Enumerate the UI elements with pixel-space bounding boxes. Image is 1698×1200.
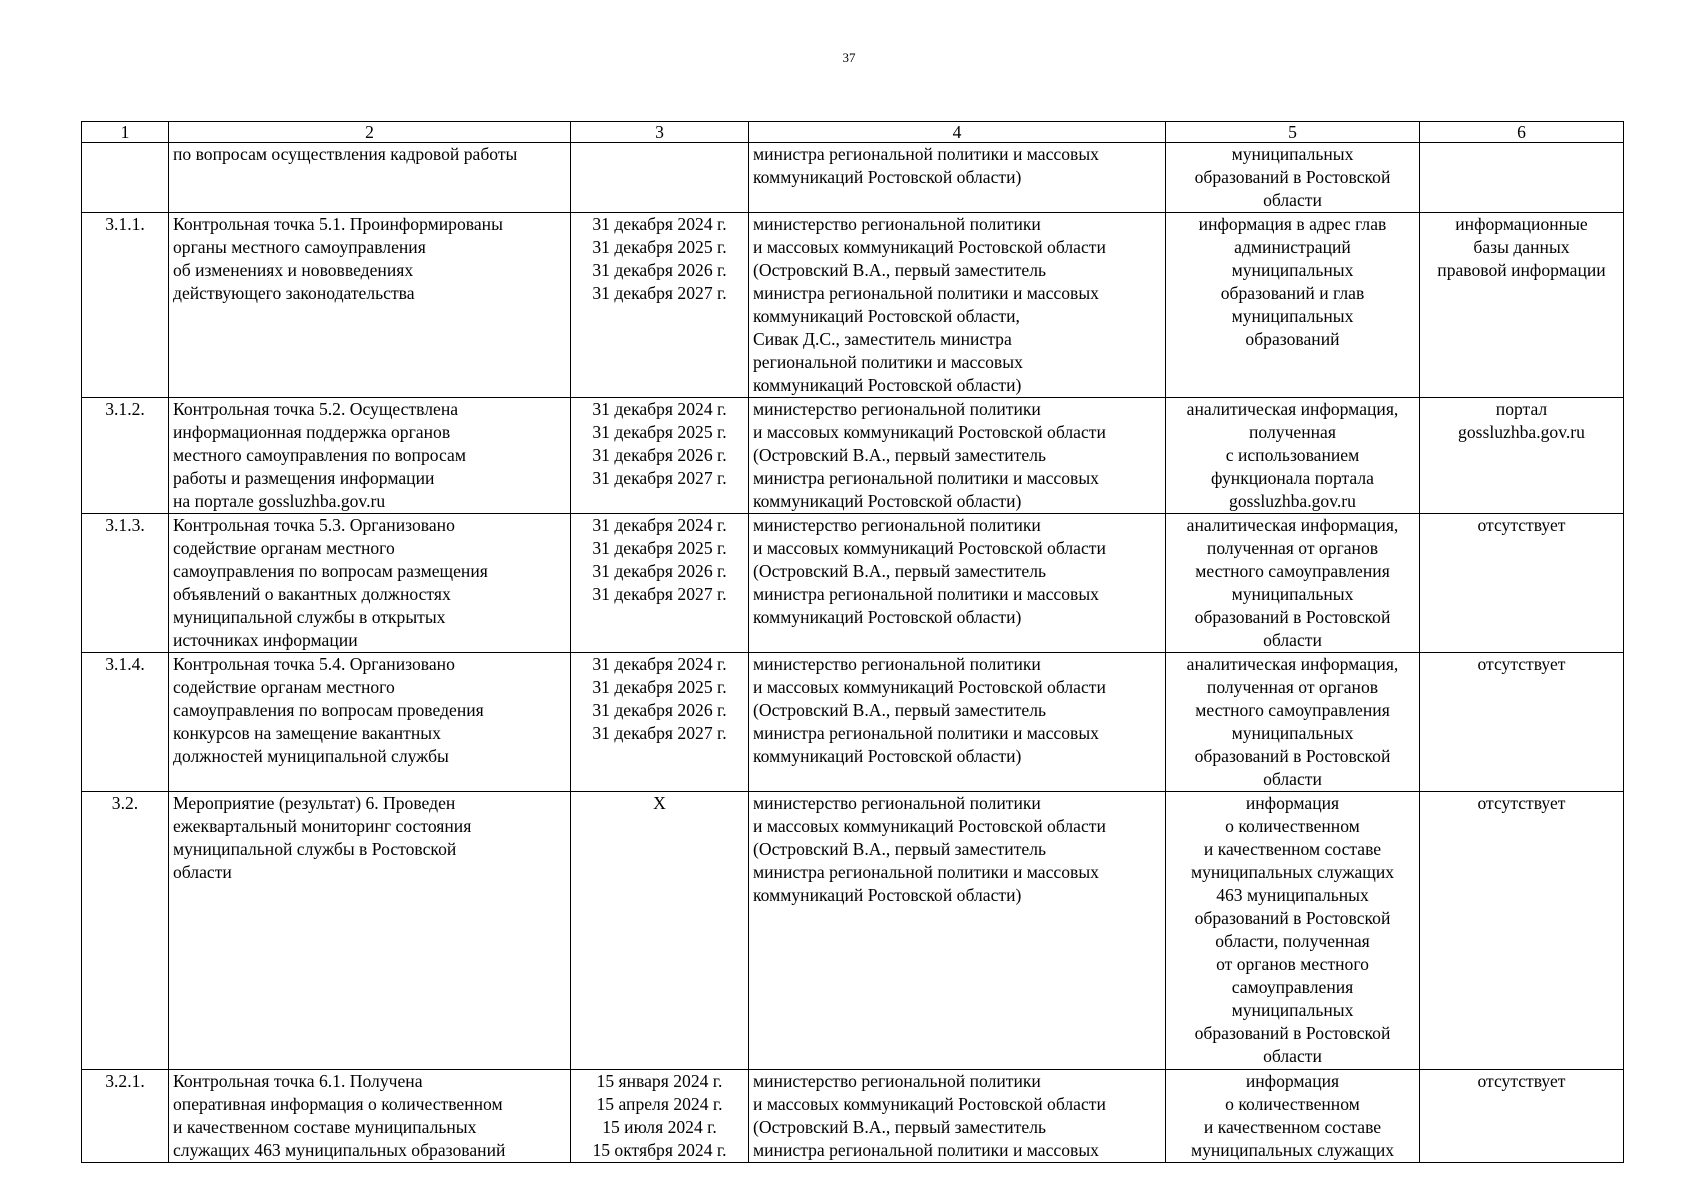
row-title: Контрольная точка 5.2. Осуществлена информационная поддержка органов местного самоуправления по вопросам работы и размещения информации на портале gossluzhba.gov.ru [169,398,571,514]
table-row [82,1070,1624,1163]
row-system: информационные базы данных правовой информации [1420,213,1624,398]
column-header: 1 [82,122,169,143]
row-dates: 31 декабря 2024 г. 31 декабря 2025 г. 31 декабря 2026 г. 31 декабря 2027 г. [571,213,749,398]
table-row [82,213,1624,398]
row-document: информация о количественном и качественном составе муниципальных служащих [1166,1070,1420,1163]
row-dates: 31 декабря 2024 г. 31 декабря 2025 г. 31 декабря 2026 г. 31 декабря 2027 г. [571,653,749,792]
control-points-table [81,121,1624,1163]
row-dates [571,143,749,213]
column-header: 5 [1166,122,1420,143]
row-dates: 15 января 2024 г. 15 апреля 2024 г. 15 июля 2024 г. 15 октября 2024 г. [571,1070,749,1163]
row-number: 3.1.4. [82,653,169,792]
page-number: 37 [842,50,856,65]
row-title: Контрольная точка 5.3. Организовано содействие органам местного самоуправления по вопросам размещения объявлений о вакантных должностях муниципальной службы в открытых источниках информации [169,514,571,653]
row-dates: X [571,792,749,1070]
row-dates: 31 декабря 2024 г. 31 декабря 2025 г. 31 декабря 2026 г. 31 декабря 2027 г. [571,398,749,514]
row-system: портал gossluzhba.gov.ru [1420,398,1624,514]
column-header: 6 [1420,122,1624,143]
row-title: Мероприятие (результат) 6. Проведен ежеквартальный мониторинг состояния муниципальной службы в Ростовской области [169,792,571,1070]
row-document: аналитическая информация, полученная от органов местного самоуправления муниципальных образований в Ростовской области [1166,514,1420,653]
row-title: Контрольная точка 6.1. Получена оперативная информация о количественном и качественном составе муниципальных служащих 463 муниципальных образований [169,1070,571,1163]
row-system: отсутствует [1420,792,1624,1070]
row-number [82,143,169,213]
row-responsible: министерство региональной политики и массовых коммуникаций Ростовской области (Островский В.А., первый заместитель министра региональной политики и массовых [749,1070,1166,1163]
row-number: 3.2. [82,792,169,1070]
table-row [82,398,1624,514]
table-row [82,143,1624,213]
column-header: 2 [169,122,571,143]
row-system: отсутствует [1420,1070,1624,1163]
row-document: информация о количественном и качественном составе муниципальных служащих 463 муниципальных образований в Ростовской области, полученная от органов местного самоуправления муниципальных образований в Ростовской области [1166,792,1420,1070]
row-system: отсутствует [1420,514,1624,653]
row-document: аналитическая информация, полученная с использованием функционала портала gossluzhba.gov.ru [1166,398,1420,514]
row-system: отсутствует [1420,653,1624,792]
row-number: 3.1.3. [82,514,169,653]
row-dates: 31 декабря 2024 г. 31 декабря 2025 г. 31 декабря 2026 г. 31 декабря 2027 г. [571,514,749,653]
row-responsible: министерство региональной политики и массовых коммуникаций Ростовской области (Островский В.А., первый заместитель министра региональной политики и массовых коммуникаций Ростовской области) [749,514,1166,653]
row-title: Контрольная точка 5.1. Проинформированы органы местного самоуправления об изменениях и нововведениях действующего законодательства [169,213,571,398]
row-number: 3.1.2. [82,398,169,514]
row-document: муниципальных образований в Ростовской области [1166,143,1420,213]
row-title: Контрольная точка 5.4. Организовано содействие органам местного самоуправления по вопросам проведения конкурсов на замещение вакантных должностей муниципальной службы [169,653,571,792]
column-header: 4 [749,122,1166,143]
row-number: 3.1.1. [82,213,169,398]
row-document: информация в адрес глав администраций муниципальных образований и глав муниципальных образований [1166,213,1420,398]
row-number: 3.2.1. [82,1070,169,1163]
table-row [82,514,1624,653]
row-title: по вопросам осуществления кадровой работы [169,143,571,213]
row-responsible: министра региональной политики и массовых коммуникаций Ростовской области) [749,143,1166,213]
column-header: 3 [571,122,749,143]
row-responsible: министерство региональной политики и массовых коммуникаций Ростовской области (Островский В.А., первый заместитель министра региональной политики и массовых коммуникаций Ростовской области) [749,398,1166,514]
row-responsible: министерство региональной политики и массовых коммуникаций Ростовской области (Островский В.А., первый заместитель министра региональной политики и массовых коммуникаций Ростовской области, Сивак Д.С., заместитель министра региональной политики и массовых коммуникаций Ростовской области) [749,213,1166,398]
table-header-row [82,122,1624,143]
row-responsible: министерство региональной политики и массовых коммуникаций Ростовской области (Островский В.А., первый заместитель министра региональной политики и массовых коммуникаций Ростовской области) [749,653,1166,792]
row-document: аналитическая информация, полученная от органов местного самоуправления муниципальных образований в Ростовской области [1166,653,1420,792]
table-row [82,792,1624,1070]
row-responsible: министерство региональной политики и массовых коммуникаций Ростовской области (Островский В.А., первый заместитель министра региональной политики и массовых коммуникаций Ростовской области) [749,792,1166,1070]
row-system [1420,143,1624,213]
table-row [82,653,1624,792]
